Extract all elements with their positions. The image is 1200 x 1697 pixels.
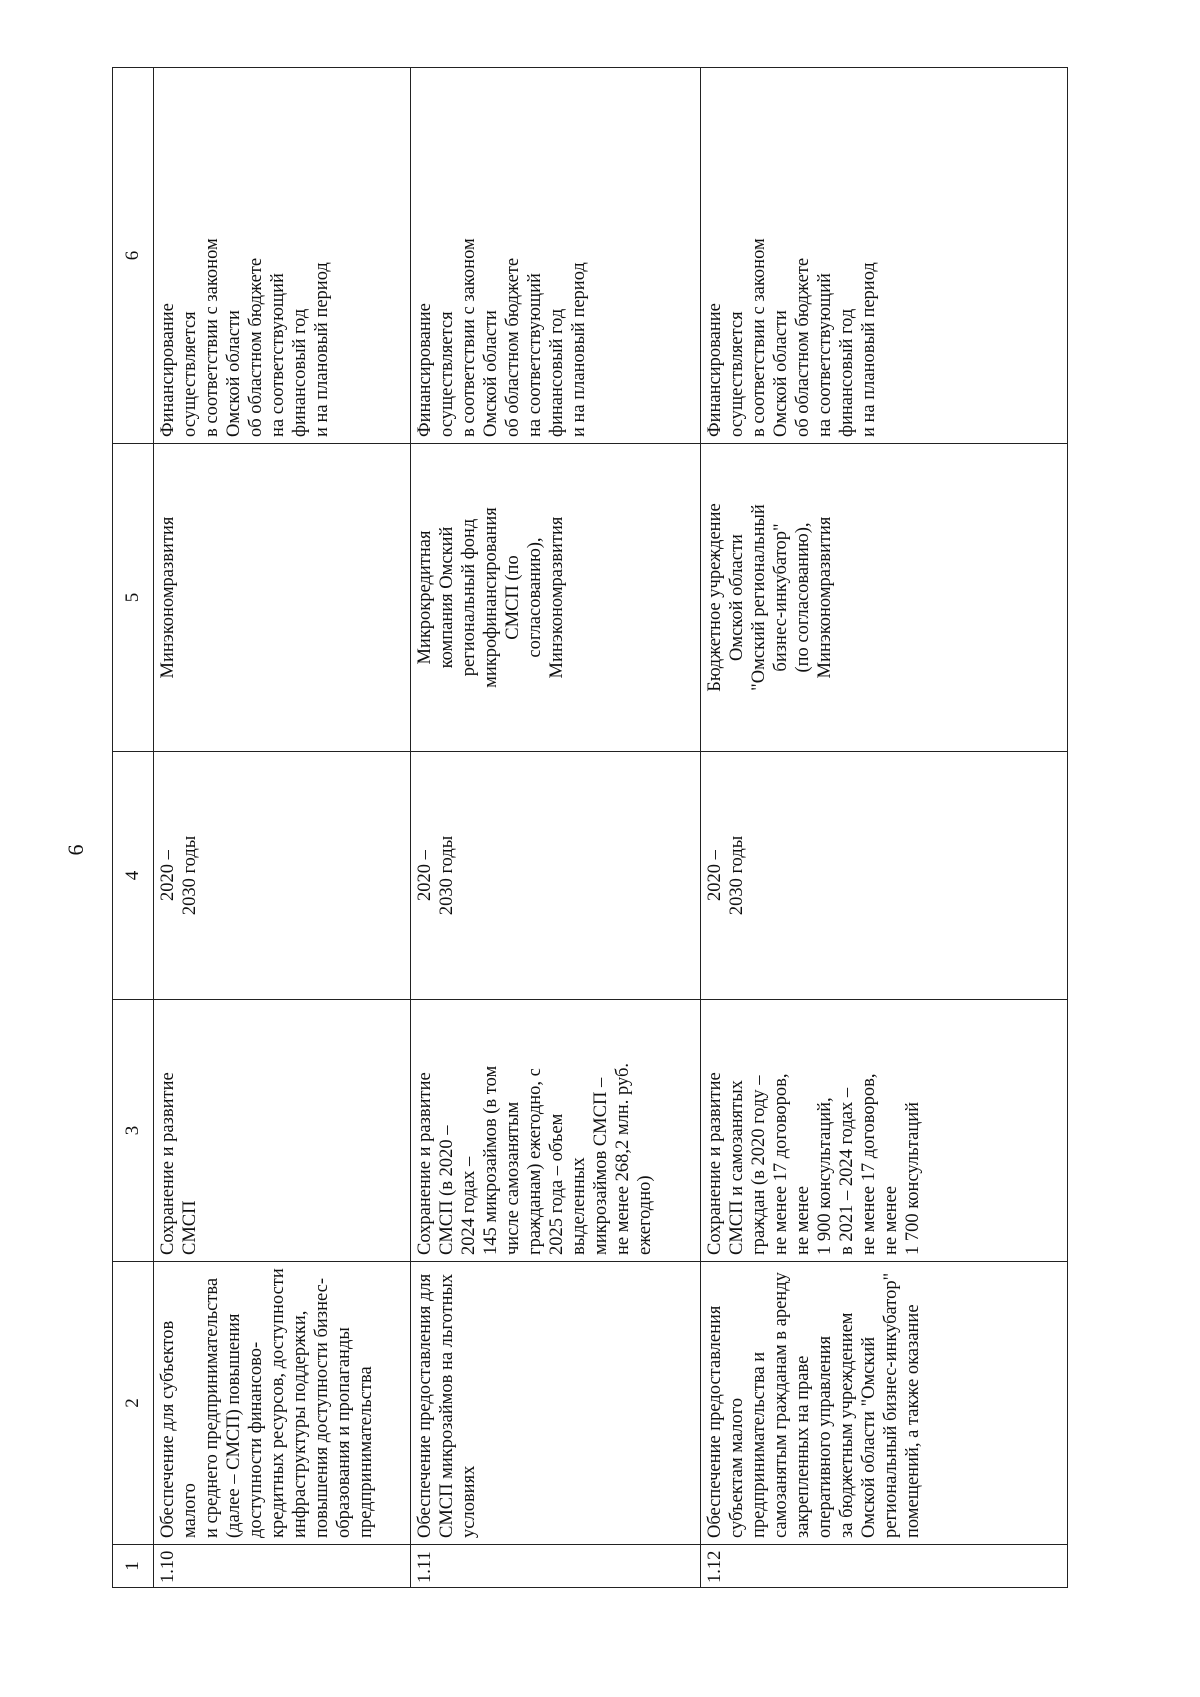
rotated-table-container [112,68,1072,1588]
header-cell: 3 [113,1000,154,1262]
period-cell: 2020 – 2030 годы [415,835,457,916]
header-cell: 4 [113,752,154,1000]
measures-table [112,67,1068,1588]
table-row [154,68,411,1588]
financing-cell: Финансирование осуществляется в соответствии с законом Омской области об областном бюджете на соответствующий финансовый год и на плановый период [705,238,879,437]
financing-cell: Финансирование осуществляется в соответствии с законом Омской области об областном бюджете на соответствующий финансовый год и на плановый период [158,238,332,437]
result-cell: Сохранение и развитие СМСП [158,1072,200,1255]
header-cell: 6 [113,68,154,444]
period-cell: 2020 – 2030 годы [705,835,747,916]
result-cell: Сохранение и развитие СМСП и самозанятых граждан (в 2020 году – не менее 17 договоров, не менее 1 900 консультаций, в 2021 – 2024 годах – не менее 17 договоров, не менее 1 700 консультаций [705,1072,923,1255]
header-cell: 2 [113,1262,154,1545]
table-row [701,68,1068,1588]
row-number: 1.11 [411,1545,701,1588]
row-number: 1.10 [154,1545,411,1588]
table-header-row [113,68,154,1588]
measure-cell: Обеспечение для субъектов малого и среднего предпринимательства (далее – СМСП) повышения доступности финансово- кредитных ресурсов, доступности инфраструктуры поддержки, повышения доступности бизнес- образования и пропаганды предпринимательства [158,1268,376,1538]
period-cell: 2020 – 2030 годы [158,835,200,916]
measure-cell: Обеспечение предоставления для СМСП микрозаймов на льготных условиях [415,1273,479,1538]
executor-cell: Бюджетное учреждение Омской области "Омский региональный бизнес-инкубатор" (по согласованию), Минэкономразвития [705,503,835,692]
header-cell: 1 [113,1545,154,1588]
executor-cell: Минэкономразвития [158,516,178,679]
measure-cell: Обеспечение предоставления субъектам малого предпринимательства и самозанятым гражданам в аренду закрепленных на праве оперативного управления за бюджетным учреждением Омской области "Омский региональный бизнес-инкубатор" помещений, а также оказание [705,1272,923,1538]
header-cell: 5 [113,444,154,752]
financing-cell: Финансирование осуществляется в соответствии с законом Омской области об областном бюджете на соответствующий финансовый год и на плановый период [415,238,589,437]
table-row [411,68,701,1588]
result-cell: Сохранение и развитие СМСП (в 2020 – 2024 годах – 145 микрозаймов (в том числе самозанятым гражданам) ежегодно, с 2025 года – объем выделенных микрозаймов СМСП – не менее 268,2 млн. руб. ежегодно) [415,1063,655,1255]
page-number: 6 [63,844,88,856]
executor-cell: Микрокредитная компания Омский региональный фонд микрофинансирования СМСП (по согласованию), Минэкономразвития [415,507,567,688]
row-number: 1.12 [701,1545,1068,1588]
